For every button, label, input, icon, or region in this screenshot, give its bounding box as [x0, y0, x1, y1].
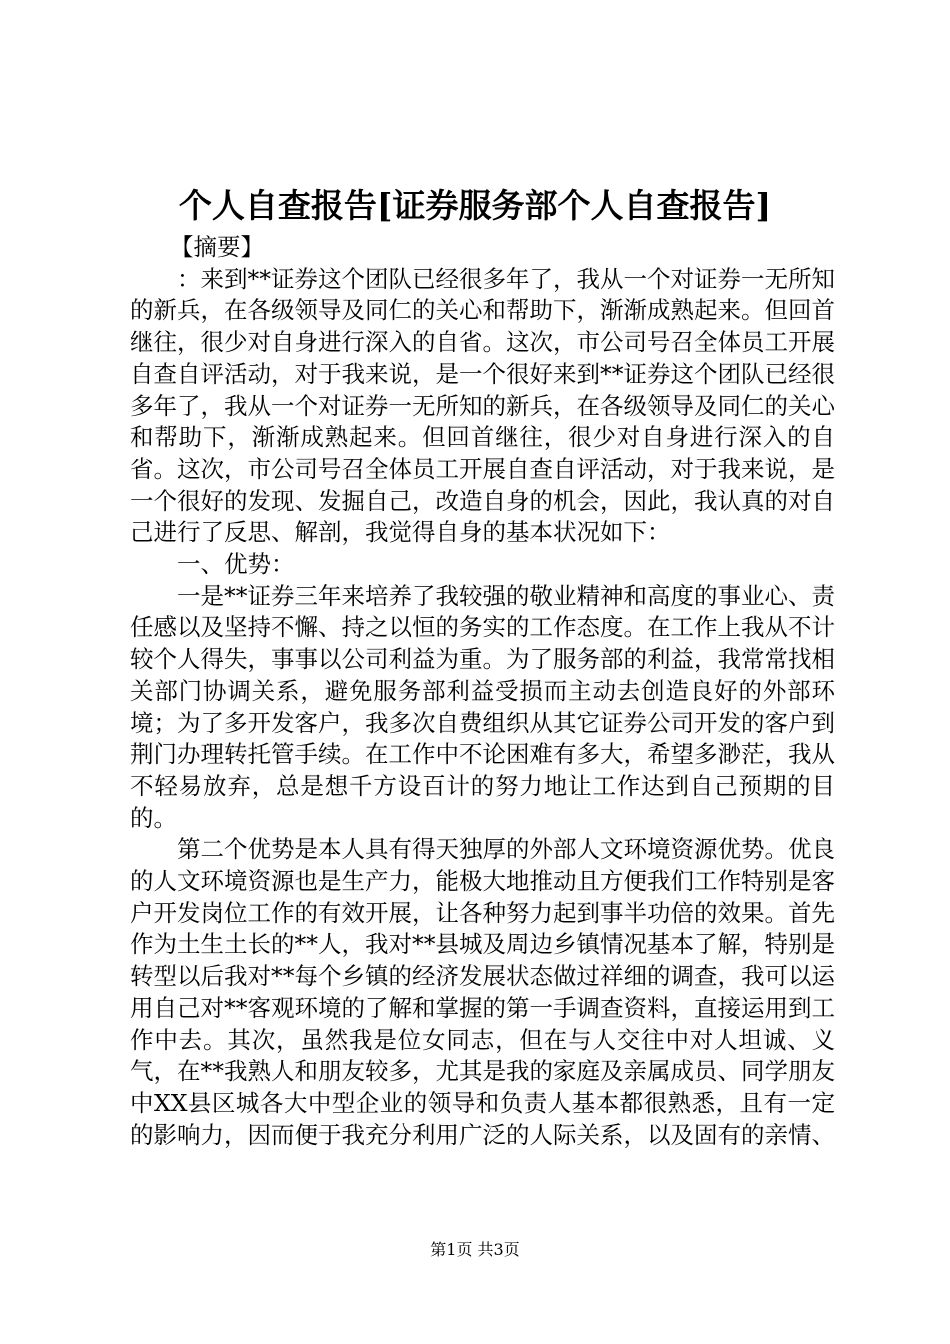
- section-heading-advantages: 一、优势：: [177, 550, 295, 579]
- paragraph-abstract: ：来到**证券这个团队已经很多年了，我从一个对证券一无所知的新兵，在各级领导及同仁的关心和帮助下，渐渐成熟起来。但回首继往，很少对自身进行深入的自省。这次，市公司号召全体员工开展自查自评活动，对于我来说，是一个很好来到**证券这个团队已经很多年了，我从一个对证券一无所知的新兵，在各级领导及同仁的关心和帮助下，渐渐成熟起来。但回首继往，很少对自身进行深入的自省。这次，市公司号召全体员工开展自查自评活动，对于我来说，是一个很好的发现、发掘自己，改造自身的机会，因此，我认真的对自己进行了反思、解剖，我觉得自身的基本状况如下：: [130, 264, 835, 547]
- abstract-label: 【摘要】: [170, 233, 264, 261]
- paragraph-advantage-two: 第二个优势是本人具有得天独厚的外部人文环境资源优势。优良的人文环境资源也是生产力，能极大地推动且方便我们工作特别是客户开发岗位工作的有效开展，让各种努力起到事半功倍的效果。首先作为土生土长的**人，我对**县城及周边乡镇情况基本了解，特别是转型以后我对**每个乡镇的经济发展状态做过祥细的调查，我可以运用自己对**客观环境的了解和掌握的第一手调查资料，直接运用到工作中去。其次，虽然我是位女同志，但在与人交往中对人坦诚、义气，在**我熟人和朋友较多，尤其是我的家庭及亲属成员、同学朋友中XX县区城各大中型企业的领导和负责人基本都很熟悉，且有一定的影响力，因而便于我充分利用广泛的人际关系，以及固有的亲情、: [130, 835, 835, 1149]
- document-title: 个人自查报告[证券服务部个人自查报告]: [178, 186, 772, 225]
- page-footer: 第1页 共3页: [430, 1240, 520, 1259]
- document-body: [130, 232, 835, 1151]
- paragraph-advantage-one: 一是**证券三年来培养了我较强的敬业精神和高度的事业心、责任感以及坚持不懈、持之以恒的务实的工作态度。在工作上我从不计较个人得失，事事以公司利益为重。为了服务部的利益，我常常找相关部门协调关系，避免服务部利益受损而主动去创造良好的外部环境；为了多开发客户，我多次自费组织从其它证券公司开发的客户到荆门办理转托管手续。在工作中不论困难有多大，希望多渺茫，我从不轻易放弃，总是想千方设百计的努力地让工作达到自己预期的目的。: [130, 581, 835, 832]
